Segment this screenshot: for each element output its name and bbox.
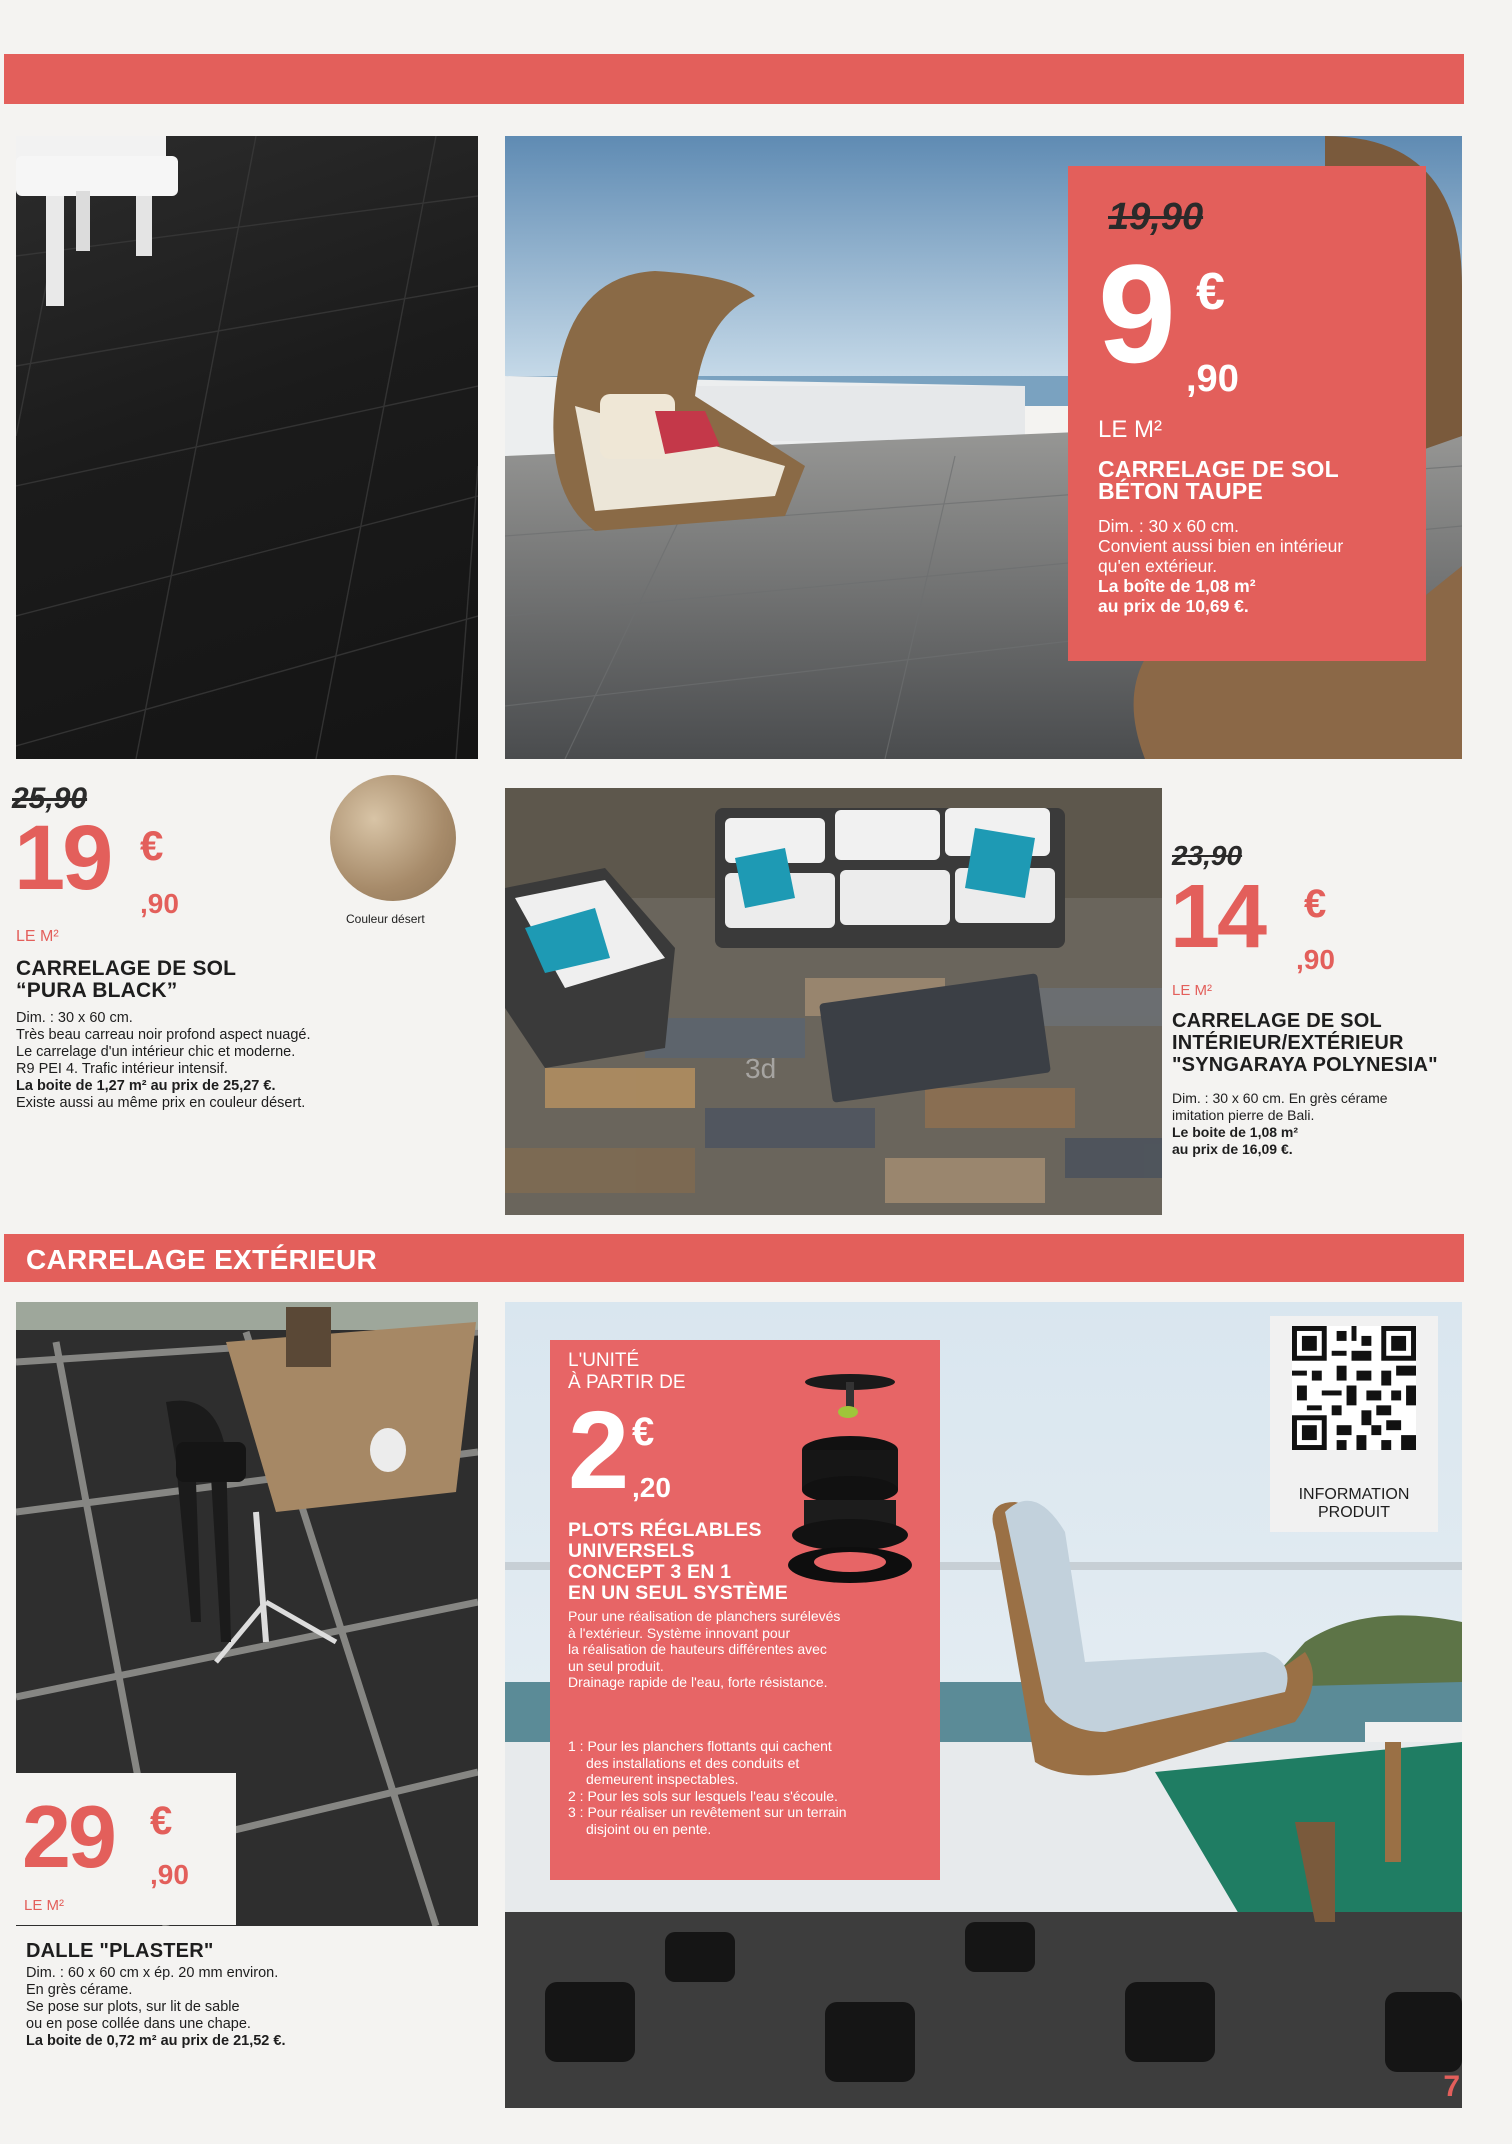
syngaraya-desc-line: imitation pierre de Bali. bbox=[1172, 1107, 1315, 1123]
plots-desc-line: un seul produit. bbox=[568, 1657, 664, 1674]
plaster-desc-line: ou en pose collée dans une chape. bbox=[26, 2016, 251, 2032]
beton-taupe-box-line1: La boîte de 1,08 m² bbox=[1098, 576, 1256, 596]
section-title: CARRELAGE EXTÉRIEUR bbox=[26, 1244, 378, 1275]
pura-black-title bbox=[16, 958, 236, 1002]
beton-taupe-box-line2: au prix de 10,69 €. bbox=[1098, 596, 1249, 616]
beton-taupe-price-integer: 9 bbox=[1098, 235, 1172, 392]
couleur-desert-swatch bbox=[330, 775, 456, 901]
photo-watermark-3d: 3d bbox=[745, 1053, 777, 1084]
plots-title-line: UNIVERSELS bbox=[568, 1540, 695, 1562]
pura-black-price-integer: 19 bbox=[14, 807, 111, 909]
plaster-unit: LE M² bbox=[24, 1897, 65, 1914]
pura-black-desc-line: Très beau carreau noir profond aspect nuagé. bbox=[16, 1027, 311, 1043]
syngaraya-price-integer: 14 bbox=[1170, 867, 1265, 967]
plaster-price-integer: 29 bbox=[22, 1787, 114, 1886]
beton-taupe-desc-line: Convient aussi bien en intérieur bbox=[1098, 536, 1344, 556]
plaster-price-euro: € bbox=[150, 1799, 173, 1843]
syngaraya-photo bbox=[505, 788, 1162, 1215]
qr-label-line2: PRODUIT bbox=[1318, 1504, 1390, 1521]
plots-list-line: 1 : Pour les planchers flottants qui cachent bbox=[568, 1738, 832, 1754]
pura-black-photo bbox=[16, 136, 478, 759]
beton-taupe-title-line1: CARRELAGE DE SOL bbox=[1098, 456, 1339, 482]
syngaraya-box-line1: Le boite de 1,08 m² bbox=[1172, 1124, 1299, 1140]
syngaraya-description bbox=[1172, 1090, 1388, 1158]
plots-list-line: 3 : Pour réaliser un revêtement sur un terrain bbox=[568, 1804, 847, 1820]
syngaraya-price-cents: ,90 bbox=[1296, 944, 1335, 975]
plots-title-line: EN UN SEUL SYSTÈME bbox=[568, 1582, 788, 1604]
plots-title bbox=[568, 1520, 788, 1604]
plaster-desc-line: Se pose sur plots, sur lit de sable bbox=[26, 1999, 240, 2015]
beton-taupe-unit: LE M² bbox=[1098, 416, 1163, 443]
beton-taupe-desc-line: qu'en extérieur. bbox=[1098, 556, 1218, 576]
qr-info-box bbox=[1270, 1316, 1438, 1532]
beton-taupe-old-price: 19,90 bbox=[1108, 196, 1204, 238]
plots-price-euro: € bbox=[632, 1410, 655, 1454]
beton-taupe-desc-line: Dim. : 30 x 60 cm. bbox=[1098, 516, 1240, 536]
beton-taupe-title bbox=[1098, 458, 1339, 502]
plots-title-line: PLOTS RÉGLABLES bbox=[568, 1519, 762, 1541]
plots-price-integer: 2 bbox=[568, 1389, 630, 1512]
plots-desc-line: Drainage rapide de l'eau, forte résistance. bbox=[568, 1674, 828, 1690]
plaster-title: DALLE "PLASTER" bbox=[26, 1940, 214, 1962]
plots-description bbox=[568, 1608, 840, 1691]
pura-black-price-cents: ,90 bbox=[140, 888, 179, 919]
pura-black-box: La boite de 1,27 m² au prix de 25,27 €. bbox=[16, 1078, 276, 1094]
plaster-desc-line: Dim. : 60 x 60 cm x ép. 20 mm environ. bbox=[26, 1965, 279, 1981]
qr-label-line1: INFORMATION bbox=[1298, 1486, 1410, 1503]
plots-price-box bbox=[550, 1340, 940, 1880]
pura-black-description bbox=[16, 1010, 310, 1112]
plots-list-line: disjoint ou en pente. bbox=[586, 1820, 712, 1837]
plaster-price-box bbox=[16, 1773, 236, 1925]
syngaraya-unit: LE M² bbox=[1172, 982, 1213, 999]
dark-tile-floor-image bbox=[16, 136, 478, 759]
plot-pedestal-icon bbox=[780, 1370, 920, 1590]
syngaraya-title-line2: INTÉRIEUR/EXTÉRIEUR bbox=[1172, 1032, 1404, 1054]
plots-list bbox=[568, 1738, 847, 1837]
beton-taupe-price-box bbox=[1068, 166, 1426, 661]
plaster-price-cents: ,90 bbox=[150, 1859, 189, 1890]
syngaraya-title-line1: CARRELAGE DE SOL bbox=[1172, 1010, 1382, 1032]
beton-taupe-title-line2: BÉTON TAUPE bbox=[1098, 478, 1263, 504]
section-band-carrelage-exterieur bbox=[4, 1234, 1464, 1282]
beton-taupe-price-cents: ,90 bbox=[1186, 358, 1239, 400]
page-number: 7 bbox=[1443, 2070, 1460, 2103]
qr-code[interactable] bbox=[1292, 1326, 1416, 1450]
plaster-desc-line: En grès cérame. bbox=[26, 1982, 133, 1998]
plots-title-line: CONCEPT 3 EN 1 bbox=[568, 1561, 732, 1583]
syngaraya-old-price: 23,90 bbox=[1172, 840, 1243, 871]
plots-label-line2: À PARTIR DE bbox=[568, 1372, 686, 1393]
plots-list-line: 2 : Pour les sols sur lesquels l'eau s'écoule. bbox=[568, 1787, 838, 1804]
plots-desc-line: à l'extérieur. Système innovant pour bbox=[568, 1624, 791, 1641]
plots-desc-line: Pour une réalisation de planchers surélevés bbox=[568, 1608, 841, 1624]
pura-black-unit: LE M² bbox=[16, 928, 59, 945]
plots-list-line: demeurent inspectables. bbox=[586, 1771, 739, 1787]
pura-black-desc-line: R9 PEI 4. Trafic intérieur intensif. bbox=[16, 1061, 228, 1077]
pura-black-old-price: 25,90 bbox=[12, 782, 88, 815]
pura-black-desc-line: Dim. : 30 x 60 cm. bbox=[16, 1010, 133, 1026]
qr-label bbox=[1270, 1486, 1438, 1522]
top-band bbox=[4, 54, 1464, 104]
pura-black-title-line1: CARRELAGE DE SOL bbox=[16, 957, 237, 980]
pura-black-also: Existe aussi au même prix en couleur désert. bbox=[16, 1095, 306, 1111]
plots-label bbox=[568, 1350, 686, 1394]
plots-list-line: des installations et des conduits et bbox=[586, 1754, 800, 1771]
beton-taupe-price-euro: € bbox=[1196, 263, 1225, 321]
pura-black-desc-line: Le carrelage d'un intérieur chic et moderne. bbox=[16, 1044, 296, 1060]
syngaraya-desc-line: Dim. : 30 x 60 cm. En grès cérame bbox=[1172, 1090, 1388, 1106]
beton-taupe-description bbox=[1098, 516, 1343, 616]
syngaraya-box-line2: au prix de 16,09 €. bbox=[1172, 1141, 1293, 1157]
plaster-description bbox=[26, 1965, 286, 2050]
plots-desc-line: la réalisation de hauteurs différentes avec bbox=[568, 1641, 827, 1657]
plaster-box: La boite de 0,72 m² au prix de 21,52 €. bbox=[26, 2033, 286, 2049]
pura-black-price-euro: € bbox=[140, 822, 164, 869]
plots-label-line1: L'UNITÉ bbox=[568, 1350, 640, 1371]
syngaraya-price-euro: € bbox=[1304, 882, 1327, 926]
syngaraya-title bbox=[1172, 1010, 1438, 1076]
couleur-desert-label: Couleur désert bbox=[346, 912, 425, 926]
lounge-sofa-stone-floor-image bbox=[505, 788, 1162, 1215]
syngaraya-title-line3: "SYNGARAYA POLYNESIA" bbox=[1172, 1054, 1438, 1076]
plots-price-cents: ,20 bbox=[632, 1472, 671, 1503]
pura-black-title-line2: “PURA BLACK” bbox=[16, 979, 178, 1002]
